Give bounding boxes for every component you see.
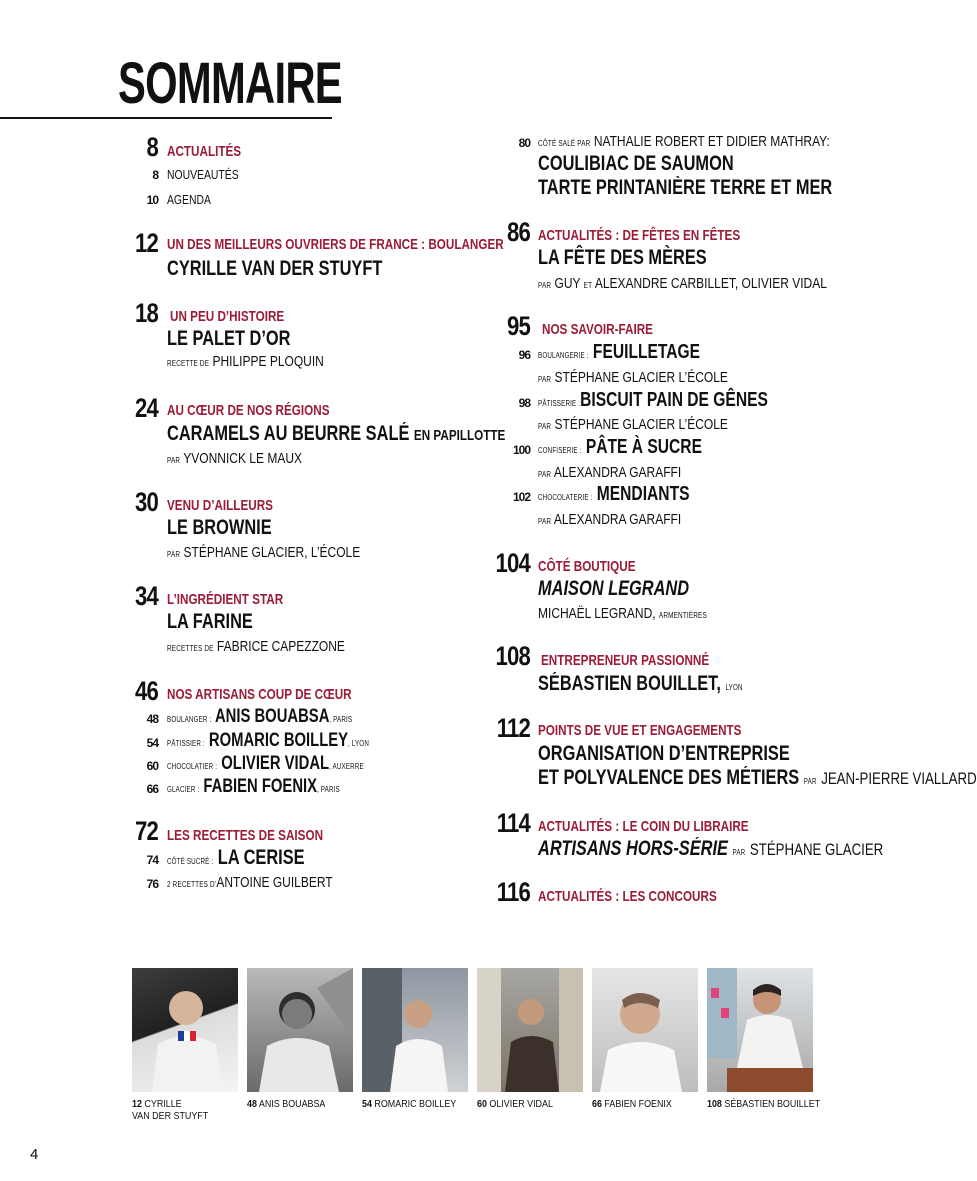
- toc-category[interactable]: VENU D’AILLEURS: [167, 497, 273, 514]
- toc-page-number[interactable]: 116: [496, 877, 530, 907]
- toc-byline: PAR GUY ET ALEXANDRE CARBILLET, OLIVIER VIDAL: [538, 275, 827, 292]
- toc-page-number[interactable]: 8: [146, 132, 158, 162]
- portrait-olivier-vidal: [477, 968, 583, 1092]
- toc-sub-number: 96: [518, 348, 530, 362]
- toc-page-number[interactable]: 86: [507, 217, 530, 247]
- toc-main-title[interactable]: MAISON LEGRAND: [538, 577, 690, 600]
- toc-category[interactable]: POINTS DE VUE ET ENGAGEMENTS: [538, 722, 742, 739]
- toc-sub-entry[interactable]: BOULANGERIE : FEUILLETAGE: [538, 341, 701, 363]
- toc-page-number[interactable]: 24: [135, 393, 158, 423]
- toc-main-title[interactable]: CYRILLE VAN DER STUYFT: [167, 257, 383, 280]
- toc-byline: PAR ALEXANDRA GARAFFI: [538, 464, 682, 481]
- toc-byline: PAR STÉPHANE GLACIER L’ÉCOLE: [538, 369, 728, 386]
- toc-byline: PAR ALEXANDRA GARAFFI: [538, 511, 682, 528]
- toc-byline: RECETTE DE PHILIPPE PLOQUIN: [167, 353, 324, 370]
- toc-sub-entry[interactable]: PÂTISSIER : ROMARIC BOILLEY, LYON: [167, 730, 369, 751]
- toc-page-number[interactable]: 95: [507, 311, 530, 341]
- toc-sub-number: 54: [146, 736, 158, 750]
- toc-sub-entry[interactable]: CHOCOLATERIE : MENDIANTS: [538, 483, 690, 505]
- toc-category[interactable]: UN DES MEILLEURS OUVRIERS DE FRANCE : BOULANGER: [167, 236, 504, 253]
- toc-main-title[interactable]: LA FARINE: [167, 610, 253, 633]
- toc-sub-entry[interactable]: BOULANGER : ANIS BOUABSA, PARIS: [167, 706, 353, 727]
- toc-main-title[interactable]: CARAMELS AU BEURRE SALÉ EN PAPILLOTTE: [167, 422, 506, 445]
- portrait-caption: 60 OLIVIER VIDAL: [477, 1098, 553, 1110]
- toc-category[interactable]: ACTUALITÉS : DE FÊTES EN FÊTES: [538, 227, 741, 244]
- portrait-cyrille-van-der-stuyft: [132, 968, 238, 1092]
- toc-byline: PAR STÉPHANE GLACIER, L’ÉCOLE: [167, 544, 361, 561]
- toc-byline: PAR STÉPHANE GLACIER L’ÉCOLE: [538, 416, 728, 433]
- toc-page-number[interactable]: 12: [135, 228, 158, 258]
- toc-sub-number: 76: [146, 877, 158, 891]
- portrait-caption: 66 FABIEN FOENIX: [592, 1098, 672, 1110]
- title-rule: [0, 117, 332, 119]
- toc-main-title[interactable]: ORGANISATION D’ENTREPRISE: [538, 742, 790, 765]
- toc-page-number[interactable]: 46: [135, 676, 158, 706]
- portrait-caption: 12 CYRILLE VAN DER STUYFT: [132, 1098, 209, 1122]
- toc-sub-title[interactable]: AGENDA: [167, 192, 211, 207]
- toc-category[interactable]: ACTUALITÉS : LE COIN DU LIBRAIRE: [538, 818, 749, 835]
- toc-page-number[interactable]: 112: [496, 713, 530, 743]
- toc-sub-entry[interactable]: CONFISERIE : PÂTE À SUCRE: [538, 436, 702, 458]
- toc-main-title[interactable]: ET POLYVALENCE DES MÉTIERS PAR JEAN-PIERRE VIALLARD: [538, 766, 977, 789]
- toc-main-title[interactable]: LA FÊTE DES MÈRES: [538, 246, 707, 269]
- toc-sub-number: 8: [152, 168, 158, 182]
- toc-sub-entry[interactable]: CÔTÉ SUCRÉ : LA CERISE: [167, 846, 305, 869]
- toc-page-number[interactable]: 114: [496, 808, 530, 838]
- toc-sub-entry[interactable]: 2 RECETTES D’ANTOINE GUILBERT: [167, 874, 333, 891]
- toc-category[interactable]: L’INGRÉDIENT STAR: [167, 591, 284, 608]
- toc-main-title[interactable]: SÉBASTIEN BOUILLET, LYON: [538, 672, 743, 695]
- toc-category[interactable]: CÔTÉ BOUTIQUE: [538, 558, 636, 575]
- page-number: 4: [30, 1146, 39, 1163]
- toc-page-number[interactable]: 30: [135, 487, 158, 517]
- toc-category[interactable]: NOS ARTISANS COUP DE CŒUR: [167, 686, 352, 703]
- toc-sub-number: 10: [146, 193, 158, 207]
- toc-page-number[interactable]: 104: [495, 548, 530, 578]
- portrait-caption: 108 SÉBASTIEN BOUILLET: [707, 1098, 821, 1110]
- page-title: SOMMAIRE: [118, 51, 342, 116]
- toc-sub-number: 102: [512, 490, 530, 504]
- toc-category[interactable]: ENTREPRENEUR PASSIONNÉ: [541, 652, 710, 669]
- toc-sub-entry[interactable]: CHOCOLATIER : OLIVIER VIDAL, AUXERRE: [167, 753, 364, 774]
- toc-sub-entry[interactable]: PÂTISSERIE :BISCUIT PAIN DE GÊNES: [538, 389, 768, 411]
- portrait-caption: 54 ROMARIC BOILLEY: [362, 1098, 457, 1110]
- toc-sub-number: 98: [518, 396, 530, 410]
- toc-sub-number: 60: [146, 759, 158, 773]
- toc-category[interactable]: LES RECETTES DE SAISON: [167, 827, 324, 844]
- toc-page-number[interactable]: 34: [135, 581, 158, 611]
- toc-byline: RECETTES DE FABRICE CAPEZZONE: [167, 638, 345, 655]
- portrait-sebastien-bouillet: [707, 968, 813, 1092]
- toc-category[interactable]: UN PEU D’HISTOIRE: [170, 308, 285, 325]
- toc-main-title[interactable]: LE PALET D’OR: [167, 327, 291, 350]
- toc-sub-number: 48: [146, 712, 158, 726]
- portrait-caption: 48 ANIS BOUABSA: [247, 1098, 326, 1110]
- portrait-fabien-foenix: [592, 968, 698, 1092]
- toc-category[interactable]: NOS SAVOIR-FAIRE: [542, 321, 653, 338]
- toc-sub-entry[interactable]: GLACIER : FABIEN FOENIX, PARIS: [167, 776, 340, 797]
- portrait-romaric-boilley: [362, 968, 468, 1092]
- toc-category[interactable]: AU CŒUR DE NOS RÉGIONS: [167, 402, 330, 419]
- toc-main-title[interactable]: LE BROWNIE: [167, 516, 272, 539]
- toc-page-number[interactable]: 72: [135, 816, 158, 846]
- toc-sub-title[interactable]: NOUVEAUTÉS: [167, 167, 239, 182]
- toc-main-title[interactable]: TARTE PRINTANIÈRE TERRE ET MER: [538, 176, 833, 199]
- toc-sub-number: 66: [146, 782, 158, 796]
- toc-main-title[interactable]: COULIBIAC DE SAUMON: [538, 152, 734, 175]
- toc-byline: MICHAËL LEGRAND, ARMENTIÈRES: [538, 605, 707, 622]
- toc-sub-number: 80: [518, 136, 530, 150]
- toc-byline: PAR YVONNICK LE MAUX: [167, 450, 302, 467]
- toc-page-number[interactable]: 18: [135, 298, 158, 328]
- toc-sub-number: 100: [512, 443, 530, 457]
- toc-sub-number: 74: [146, 853, 158, 867]
- portrait-anis-bouabsa: [247, 968, 353, 1092]
- toc-page-number[interactable]: 108: [495, 641, 530, 671]
- toc-category[interactable]: ACTUALITÉS: [167, 143, 242, 160]
- toc-category[interactable]: ACTUALITÉS : LES CONCOURS: [538, 888, 717, 905]
- toc-byline: CÔTÉ SALÉ PAR NATHALIE ROBERT ET DIDIER MATHRAY:: [538, 133, 830, 150]
- toc-main-title[interactable]: ARTISANS HORS-SÉRIE PAR STÉPHANE GLACIER: [538, 837, 884, 860]
